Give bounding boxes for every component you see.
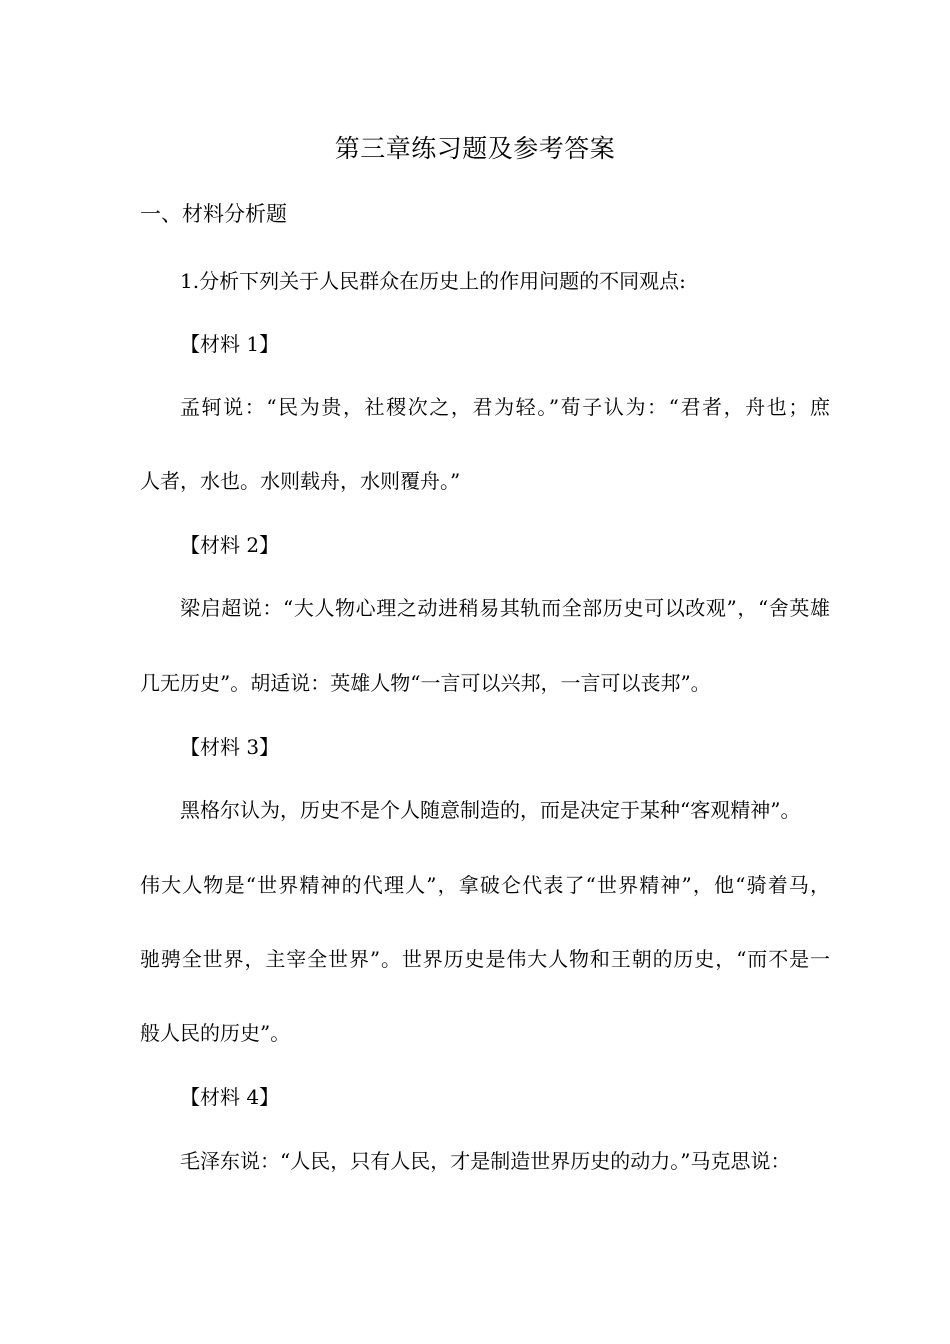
question-text: 1.分析下列关于人民群众在历史上的作用问题的不同观点: [180, 269, 686, 293]
material-2-line-2: 几无历史”。胡适说：英雄人物“一言可以兴邦，一言可以丧邦”。 [140, 671, 711, 695]
material-4-line-1: 毛泽东说：“人民，只有人民，才是制造世界历史的动力。”马克思说： [180, 1149, 791, 1173]
material-3-label: 【材料 3】 [180, 735, 280, 759]
page-title: 第三章练习题及参考答案 [334, 134, 616, 163]
material-3-line-4: 般人民的历史”。 [140, 1021, 291, 1045]
material-2-line-1: 梁启超说：“大人物心理之动进稍易其轨而全部历史可以改观”，“舍英雄 [180, 596, 830, 620]
material-3-line-3: 驰骋全世界，主宰全世界”。世界历史是伟大人物和王朝的历史，“而不是一 [140, 947, 830, 971]
material-2-label: 【材料 2】 [180, 533, 280, 557]
material-4-label: 【材料 4】 [180, 1085, 280, 1109]
material-1-line-1: 孟轲说：“民为贵，社稷次之，君为轻。”荀子认为：“君者，舟也；庶 [180, 395, 830, 419]
material-3-line-1: 黑格尔认为，历史不是个人随意制造的，而是决定于某种“客观精神”。 [180, 798, 801, 822]
material-1-line-2: 人者，水也。水则载舟，水则覆舟。” [140, 469, 461, 493]
material-1-label: 【材料 1】 [180, 332, 280, 356]
material-3-line-2: 伟大人物是“世界精神的代理人”，拿破仑代表了“世界精神”，他“骑着马， [140, 873, 830, 897]
section-heading: 一、材料分析题 [140, 202, 287, 226]
